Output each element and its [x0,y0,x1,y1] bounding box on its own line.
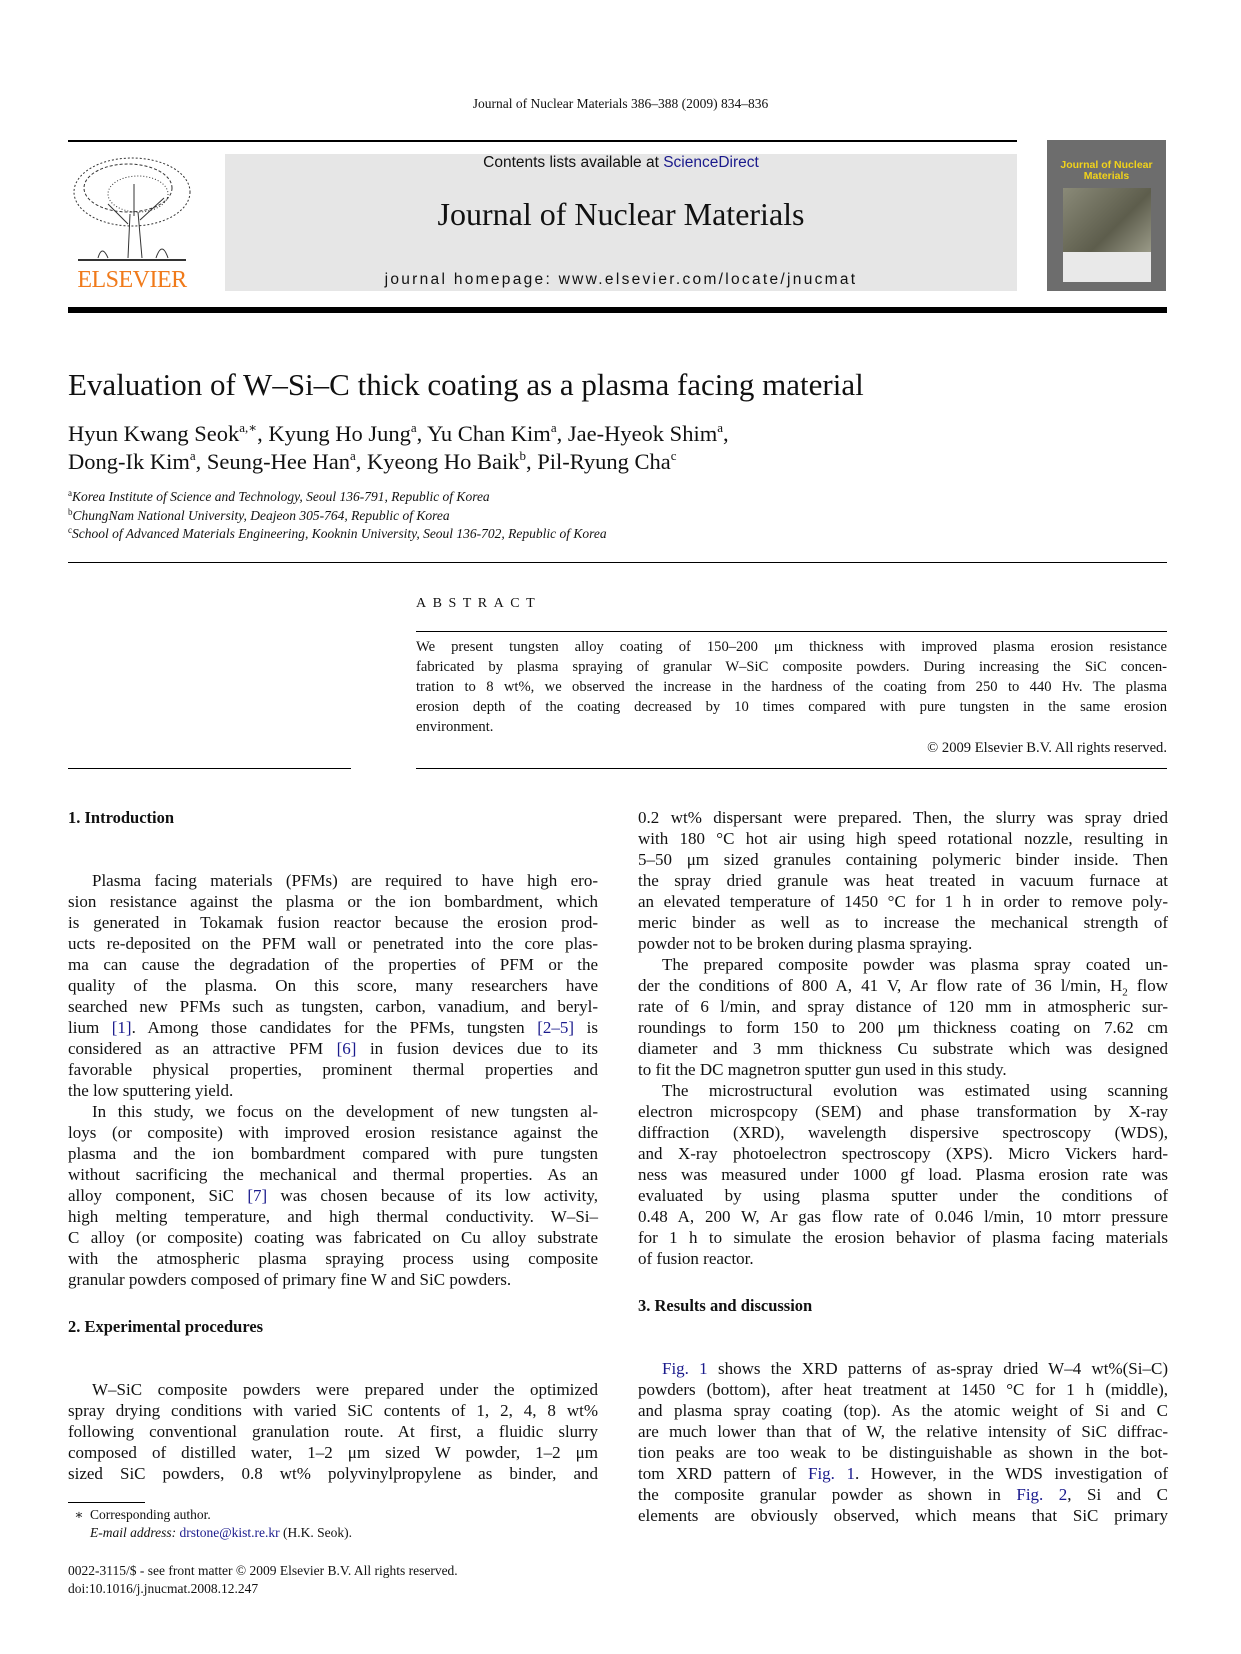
left-column [68,807,598,1484]
footnote-marker: ∗ [74,1507,84,1522]
text-line: high melting temperature, and high thermal conductivity. W–Si– [68,1207,598,1226]
author-affiliation-marker[interactable]: c [670,448,677,463]
text-line: granular powders composed of primary fine W and SiC powders. [68,1270,512,1289]
text-segment: . Among those candidates for the PFMs, tungsten [131,1018,538,1037]
abstract-line: environment. [416,719,494,735]
cover-title: Journal of Nuclear Materials [1060,159,1153,182]
paragraph [638,1358,1168,1526]
journal-homepage-link[interactable]: journal homepage: www.elsevier.com/locate/jnucmat [384,271,858,288]
text-line: electron microspcopy (SEM) and phase transformation by X-ray [638,1102,1168,1121]
publisher-wordmark: ELSEVIER [77,267,187,293]
text-line: sized SiC powders, 0.8 wt% polyvinylpropylene as binder, and [68,1464,598,1483]
affiliation [68,488,607,507]
right-column [638,807,1168,1526]
author-affiliation-marker[interactable]: a [349,448,356,463]
paragraph [68,870,598,1101]
elsevier-logo[interactable] [68,154,196,294]
text-line: an elevated temperature of 1450 °C for 1 h in order to remove poly- [638,892,1168,911]
text-line: with the atmospheric plasma spraying process using composite [68,1249,598,1268]
text-line: for 1 h to simulate the erosion behavior of plasma facing materials [638,1228,1168,1247]
affiliation-marker: a [68,488,72,498]
text-segment: der the conditions of 800 A, 41 V, Ar flow rate of 36 l/min, H [638,976,1123,995]
reference-link[interactable]: [7] [247,1186,268,1205]
text-segment: alloy component, SiC [68,1186,248,1205]
email-link[interactable]: drstone@kist.re.kr [179,1525,280,1540]
abstract-line: We present tungsten alloy coating of 150–200 μm thickness with improved plasma erosion resistance [416,639,1167,655]
tree-icon [68,154,196,266]
abstract-bottom-rule-left [68,768,351,769]
running-head: Journal of Nuclear Materials 386–388 (2009) 834–836 [472,96,769,111]
email-note [68,1524,352,1542]
author-affiliation-marker[interactable]: b [519,448,526,463]
author-line [68,420,729,448]
text-line: of fusion reactor. [638,1249,754,1268]
corresponding-author-note [68,1506,352,1524]
text-line: 0.48 A, 200 W, Ar gas flow rate of 0.046 l/min, 10 mtorr pressure [638,1207,1168,1226]
text-line: W–SiC composite powders were prepared under the optimized [92,1380,598,1399]
text-line: the spray dried granule was heat treated in vacuum furnace at [638,871,1168,890]
masthead [225,154,1017,291]
text-line: spray drying conditions with varied SiC contents of 1, 2, 4, 8 wt% [68,1401,598,1420]
text-line: and X-ray photoelectron spectroscopy (XPS). Micro Vickers hard- [638,1144,1168,1163]
text-line: to fit the DC magnetron sputter gun used in this study. [638,1060,1007,1079]
text-line: tion peaks are too weak to be distinguishable as shown in the bot- [638,1443,1168,1462]
section-heading: 1. Introduction [68,808,175,827]
text-segment: tom XRD pattern of [638,1464,808,1483]
author-name[interactable]: Pil-Ryung Cha [537,449,671,474]
affiliation-rule [68,562,1167,563]
section-heading: 3. Results and discussion [638,1296,813,1315]
footnote-rule [68,1502,145,1503]
paragraph [638,807,1168,954]
reference-link[interactable]: Fig. 2 [1016,1485,1068,1504]
author-separator: , [416,421,428,446]
heading-gap [68,1337,598,1379]
text-line: powders (bottom), after heat treatment at 1450 °C for 1 h (middle), [638,1380,1168,1399]
affiliation [68,507,607,526]
doi-link[interactable]: doi:10.1016/j.jnucmat.2008.12.247 [68,1581,259,1596]
affiliation [68,525,607,544]
cover-panel [1063,252,1151,282]
text-line: ucts re-deposited on the PFM wall or penetrated into the core plas- [68,934,598,953]
text-line: powder not to be broken during plasma spraying. [638,934,973,953]
text-line: diameter and 3 mm thickness Cu substrate which was designed [638,1039,1168,1058]
text-line [638,1358,1168,1379]
affiliation-text: Korea Institute of Science and Technology, Seoul 136-791, Republic of Korea [72,489,490,504]
author-affiliation-marker[interactable]: a [550,420,557,435]
abstract-top-rule [416,631,1167,632]
subscript: 2 [1122,986,1128,999]
text-line: 0.2 wt% dispersant were prepared. Then, the slurry was spray dried [638,808,1168,827]
paragraph [638,954,1168,1080]
author-list [68,420,729,476]
text-line: meric binder as well as to increase the mechanical strength of [638,913,1168,932]
text-line: plasma and the ion bombardment compared with pure tungsten [68,1144,598,1163]
author-affiliation-marker[interactable]: a [189,448,196,463]
affiliation-text: ChungNam National University, Deajeon 305-764, Republic of Korea [72,507,450,523]
text-segment: in fusion devices due to its [356,1039,598,1058]
text-line: favorable physical properties, prominent thermal properties and [68,1060,598,1079]
text-segment: lium [68,1018,112,1037]
text-segment: the composite granular powder as shown in [638,1485,1017,1504]
email-label: E-mail address: [90,1525,180,1540]
front-matter [68,1562,458,1598]
text-line: C alloy (or composite) coating was fabricated on Cu alloy substrate [68,1228,598,1247]
text-segment: flow [1127,976,1168,995]
text-segment: was chosen because of its low activity, [267,1186,599,1205]
text-line: rate of 6 l/min, and spray distance of 120 mm in atmospheric sur- [638,997,1168,1016]
reference-link[interactable]: Fig. 1 [662,1359,708,1378]
footnotes [68,1506,352,1542]
text-segment: shows the XRD patterns of as-spray dried W–4 wt%(Si–C) [707,1359,1168,1378]
heading-gap [638,1316,1168,1358]
author-separator: , [526,449,538,474]
text-segment: considered as an attractive PFM [68,1039,337,1058]
affiliation-marker: c [68,525,72,535]
text-line: Plasma facing materials (PFMs) are required to have high ero- [92,871,598,890]
text-line: is generated in Tokamak fusion reactor because the erosion prod- [68,913,598,932]
text-line [638,1463,1168,1484]
text-line: evaluated by using plasma sputter under the conditions of [638,1186,1168,1205]
cover-image [1063,188,1151,252]
text-line: diffraction (XRD), wavelength dispersive spectroscopy (WDS), [638,1123,1168,1142]
issn-line: 0022-3115/$ - see front matter © 2009 Elsevier B.V. All rights reserved. [68,1563,458,1578]
text-line: following conventional granulation route. At first, a fluidic slurry [68,1422,598,1441]
text-segment: is [574,1018,598,1037]
heading-gap [68,828,598,870]
author-affiliation-marker[interactable]: a [717,420,723,435]
abstract-bottom-rule-right [416,768,1167,769]
top-rule [68,140,1017,142]
contents-availability [225,154,1017,172]
author-name[interactable]: Dong-Ik Kim [68,449,190,474]
text-line: roundings to form 150 to 200 μm thickness coating on 7.62 cm [638,1018,1168,1037]
email-suffix: (H.K. Seok). [279,1525,353,1540]
text-line: composed of distilled water, 1–2 μm sized W powder, 1–2 μm [68,1443,598,1462]
text-line [638,1484,1168,1505]
abstract-text [416,637,1167,737]
abstract-heading: ABSTRACT [416,596,542,611]
text-line: without sacrificing the mechanical and thermal properties. As an [68,1165,598,1184]
text-line: the low sputtering yield. [68,1081,234,1100]
text-line: quality of the plasma. On this score, many researchers have [68,976,598,995]
text-line: and plasma spray coating (top). As the atomic weight of Si and C [638,1401,1168,1420]
text-line: are much lower than that of W, the relative intensity of SiC diffrac- [638,1422,1168,1441]
abstract-copyright: © 2009 Elsevier B.V. All rights reserved. [927,740,1167,756]
author-name[interactable]: Seung-Hee Han [206,449,350,474]
text-line: The prepared composite powder was plasma spray coated un- [662,955,1168,974]
abstract-line: tration to 8 wt%, we observed the increase in the hardness of the coating from 250 to 440 Hv. The plasma [416,679,1167,695]
author-name[interactable]: Jae-Hyeok Shim [567,421,718,446]
journal-title: Journal of Nuclear Materials [437,196,805,232]
text-line: ness was measured under 1000 gf load. Plasma erosion rate was [638,1165,1168,1184]
affiliation-text: School of Advanced Materials Engineering, Kooknin University, Seoul 136-702, Republic of Korea [72,526,607,541]
reference-link[interactable]: [1] [111,1018,132,1037]
author-name[interactable]: Kyeong Ho Baik [367,449,520,474]
author-name[interactable]: Yu Chan Kim [427,421,551,446]
text-line: 5–50 μm sized granules containing polymeric binder inside. Then [638,850,1168,869]
text-segment: , Si and C [1067,1485,1168,1504]
paragraph [68,1379,598,1484]
contents-label: Contents lists available at [483,154,664,171]
abstract-line: erosion depth of the coating decreased by 10 times compared with pure tungsten in the same erosion [416,699,1167,715]
author-separator: , [355,449,368,474]
author-separator: , [556,421,568,446]
article-title: Evaluation of W–Si–C thick coating as a plasma facing material [68,367,864,402]
section-gap [68,1290,598,1316]
text-line: The microstructural evolution was estimated using scanning [662,1081,1168,1100]
abstract-line: fabricated by plasma spraying of granular W–SiC composite powders. During increasing the SiC concen- [416,659,1167,675]
reference-link[interactable]: Fig. 1 [807,1464,855,1483]
author-line [68,448,729,476]
paragraph [68,1101,598,1290]
corresponding-label: Corresponding author. [90,1507,211,1522]
text-line: searched new PFMs such as tungsten, carbon, vanadium, and beryl- [68,997,598,1016]
section-gap [638,1269,1168,1295]
text-line [638,975,1168,999]
text-line: with 180 °C hot air using high speed rotational nozzle, resulting in [638,829,1168,848]
masthead-thick-rule [68,307,1167,313]
author-affiliation-marker[interactable]: a [410,420,417,435]
author-name[interactable]: Hyun Kwang Seok [68,421,240,446]
author-separator: , [195,449,207,474]
text-line: In this study, we focus on the development of new tungsten al- [92,1102,598,1121]
sciencedirect-link[interactable]: ScienceDirect [663,154,759,171]
reference-link[interactable]: [2–5] [537,1018,575,1037]
author-affiliation-marker[interactable]: a,∗ [239,420,258,435]
text-line [68,1185,598,1206]
text-line [68,1038,598,1059]
text-line: ma can cause the degradation of the properties of PFM or the [68,955,598,974]
author-separator: , [257,421,269,446]
journal-cover-thumbnail[interactable] [1047,140,1166,291]
text-line: sion resistance against the plasma or the ion bombardment, which [68,892,598,911]
text-line: loys (or composite) with improved erosion resistance against the [68,1123,598,1142]
text-line [68,1017,598,1038]
affiliations [68,488,607,544]
text-segment: . However, in the WDS investigation of [854,1464,1168,1483]
reference-link[interactable]: [6] [336,1039,357,1058]
author-name[interactable]: Kyung Ho Jung [268,421,411,446]
affiliation-marker: b [68,506,73,517]
paragraph [638,1080,1168,1269]
text-line: elements are obviously observed, which means that SiC primary [638,1506,1168,1525]
section-heading: 2. Experimental procedures [68,1317,264,1336]
author-separator: , [722,421,729,446]
